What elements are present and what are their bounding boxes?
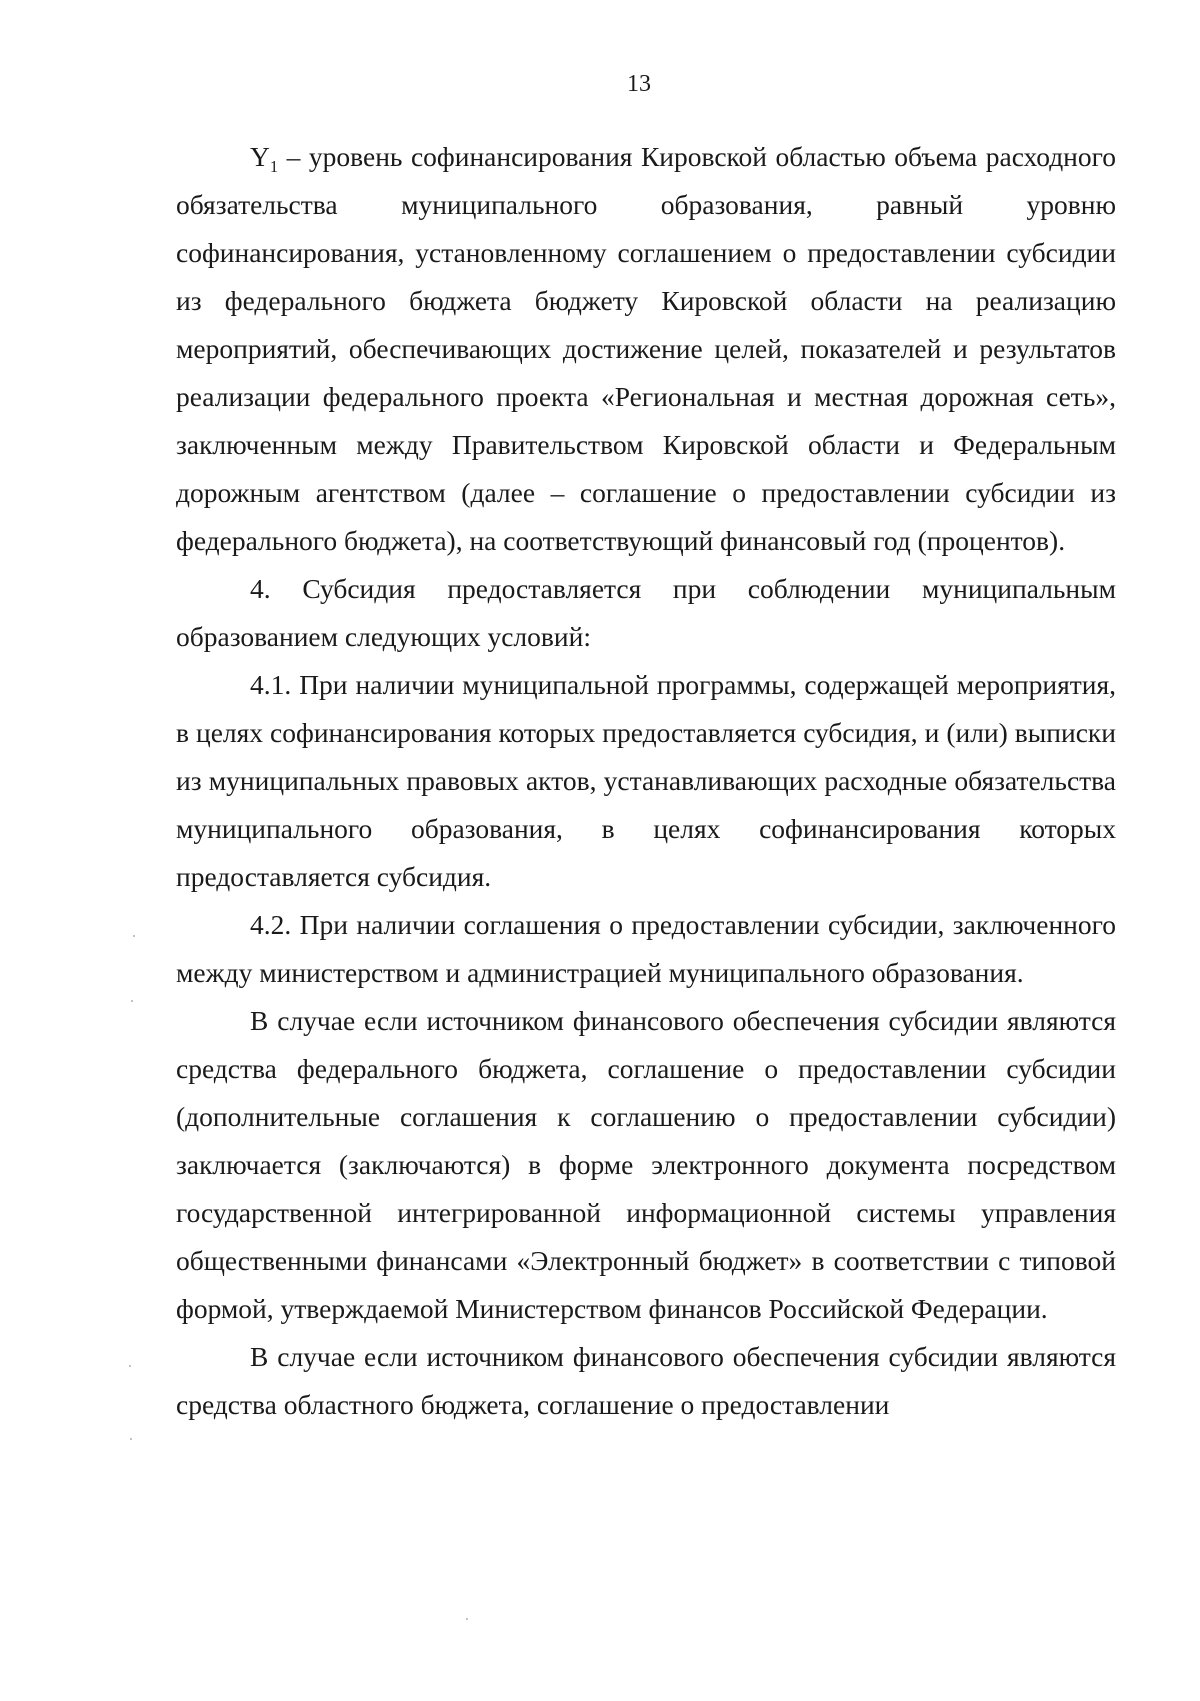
definition-text: – уровень софинансирования Кировской областью объема расходного обязательства муниципального образования, равный уровню софинансирования, установленному соглашением о предоставлении субсидии из федерального бюджета бюджету Кировской области на реализацию мероприятий, обеспечивающих достижение целей, показателей и результатов реализации федерального проекта «Региональная и местная дорожная сеть», заключенным между Правительством Кировской области и Федеральным дорожным агентством (далее – соглашение о предоставлении субсидии из федерального бюджета), на соответствующий финансовый год (процентов). [176,141,1116,556]
scan-artifact [133,935,135,937]
paragraph-regional-budget: В случае если источником финансового обеспечения субсидии являются средства областного бюджета, соглашение о предоставлении [176,1341,1116,1420]
scan-artifact [130,1438,132,1440]
paragraph-federal-budget: В случае если источником финансового обеспечения субсидии являются средства федерального бюджета, соглашение о предоставлении субсидии (дополнительные соглашения к соглашению о предоставлении субсидии) заключается (заключаются) в форме электронного документа посредством государственной интегрированной информационной системы управления общественными финансами «Электронный бюджет» в соответствии с типовой формой, утверждаемой Министерством финансов Российской Федерации. [176,1005,1116,1324]
variable-subscript: 1 [269,156,279,176]
scan-artifact [129,1365,131,1367]
page-number: 13 [627,71,651,97]
paragraph-4-1: 4.1. При наличии муниципальной программы, содержащей мероприятия, в целях софинансирования которых предоставляется субсидия, и (или) выписки из муниципальных правовых актов, устанавливающих расходные обязательства муниципального образования, в целях софинансирования которых предоставляется субсидия. [176,669,1116,892]
scan-artifact [466,1618,468,1620]
paragraph-4-2: 4.2. При наличии соглашения о предоставлении субсидии, заключенного между министерством и администрацией муниципального образования. [176,909,1116,988]
paragraph-definition-y1 [176,133,1116,565]
paragraph-conditions: 4. Субсидия предоставляется при соблюдении муниципальным образованием следующих условий: [176,573,1116,652]
scan-artifact [131,1000,133,1002]
variable-symbol: Y [250,141,270,172]
body-text [176,133,1116,1429]
